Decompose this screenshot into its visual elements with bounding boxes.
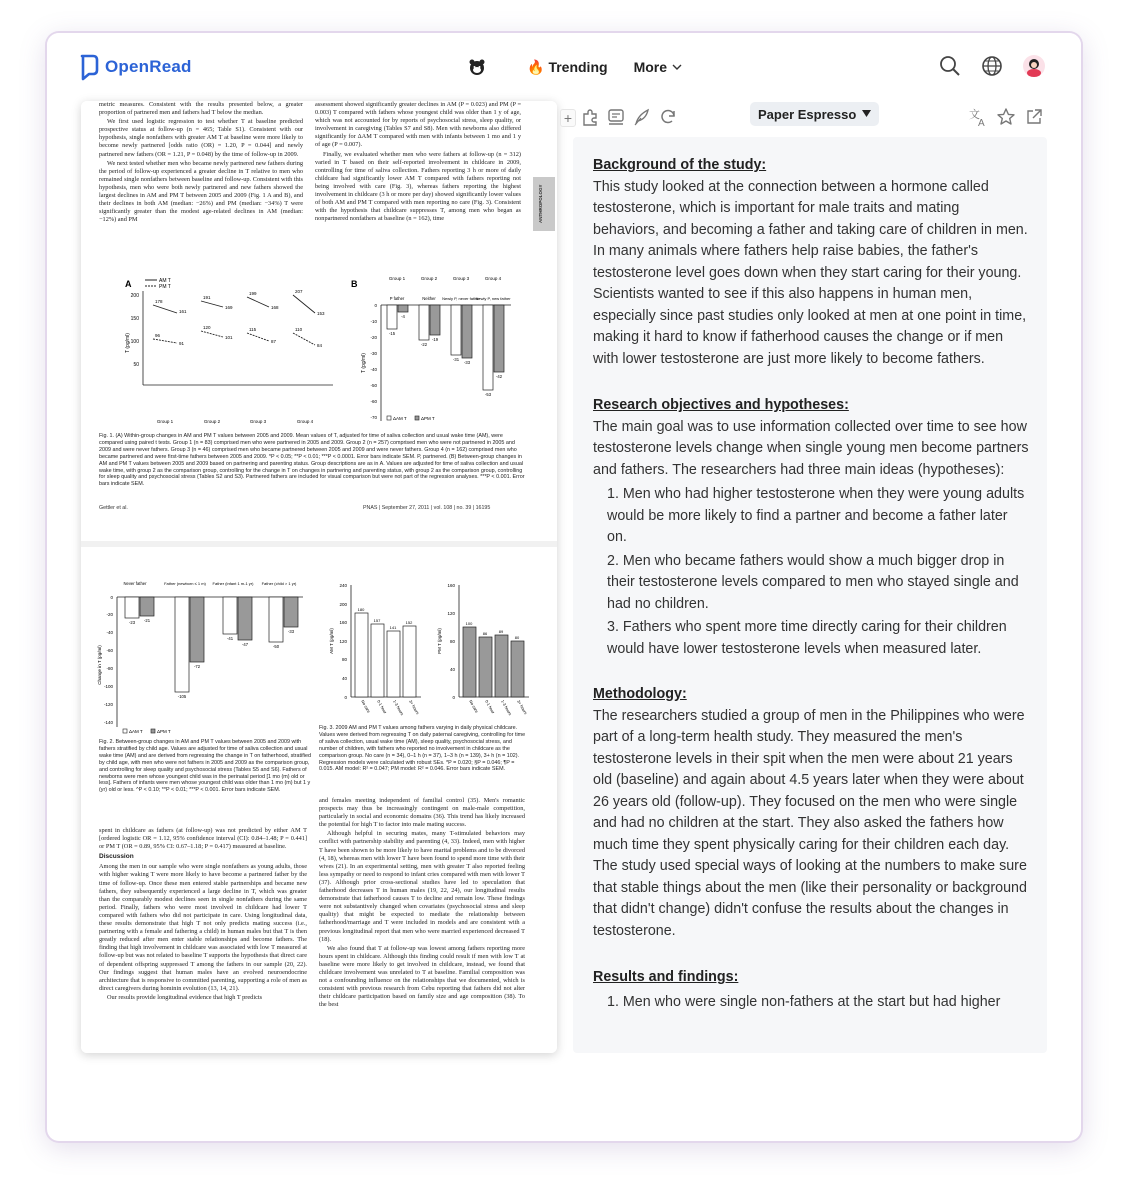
openread-logo-icon	[79, 53, 99, 81]
fig1-a-tick: 100	[130, 339, 139, 345]
fig1-a-value: 199	[249, 291, 257, 296]
fig3-x-label: 0-1 hour	[376, 699, 388, 715]
fig1-b-status-label: Newly P, new father	[475, 296, 511, 301]
fig1-b-bar-am	[387, 305, 397, 329]
fig1-b-tick: -20	[370, 335, 377, 340]
fig1-b-bar-pm	[430, 305, 440, 335]
fig3-am-bar	[355, 613, 368, 697]
section-title-background: Background of the study:	[593, 157, 767, 173]
fig2-bar-pm	[238, 597, 252, 640]
list-item: 1. Men who had higher testosterone when they were young adults would be more likely to find a partner and become a father later on.	[607, 486, 1025, 545]
fig1-a-value: 168	[271, 305, 279, 310]
fig2-value: -72	[193, 664, 201, 669]
refresh-button[interactable]	[656, 105, 680, 129]
fig1-panel-b-label: B	[351, 279, 358, 289]
expand-button[interactable]: +	[560, 109, 576, 127]
fig2-value: -41	[226, 636, 234, 641]
fig3-am-tick: 0	[344, 695, 347, 700]
fig1-b-tick: -30	[370, 351, 377, 356]
fig1-legend-pm: PM T	[159, 284, 171, 290]
fig2-bar-pm	[140, 597, 154, 616]
fig1-b-bar-am	[451, 305, 461, 355]
section-text-methodology: The researchers studied a group of men in the Philippines who were part of a long-term health study. They measured the men's testosterone levels in their spit when the men were about 21 years old (baseline) and again about 4.5 years later when they were about 26 years old (follow-up). They focused on the men who were single and had no children at the start. They also asked the fathers how much time they spent physically caring for their children each day. The study used special ways of looking at the numbers to make sure that stable things about the men (like their personality or background that didn't change) didn't confuse the results about the changes in testosterone.	[593, 707, 1027, 939]
fig3-pm-value: 89	[498, 629, 504, 634]
fig1-b-value: -42	[495, 374, 503, 379]
section-title-methodology: Methodology:	[593, 686, 687, 702]
page-footer-journal: PNAS | September 27, 2011 | vol. 108 | no. 39 | 16195	[363, 505, 491, 511]
svg-text:文: 文	[969, 108, 980, 121]
fig1-a-value: 115	[249, 327, 257, 332]
fig1-b-bar-pm	[398, 305, 408, 312]
anthropology-tab-label: ANTHROPOLOGY	[538, 184, 543, 223]
figure-3-caption: Fig. 3. 2009 AM and PM T values among fathers varying in daily physical childcare. Values were derived from regressing T on daily paternal caregiving, controlling for time of saliva collection, usual wake time (AM), sleep quality, psychosocial stress, and number of children, with fathers who reported no involvement in childcare as the comparison group. No care (n = 34), 0–1 h (n = 37), 1–3 h (n = 139), 3+ h (n = 102). Regression models were calculated with robust SEs. *P = 0.020; §P = 0.046; ¶P = 0.015. AM model: R² = 0.047; PM model: R² = 0.046. Error bars indicate SEM.	[319, 725, 526, 773]
fig1-b-tick: 0	[374, 303, 377, 308]
fig1-b-group-label: Group 2	[420, 276, 438, 281]
fig1-a-line	[247, 333, 269, 341]
fig2-header: Father (child > 1 yr)	[261, 581, 297, 586]
section-text-background: This study looked at the connection between a hormone called testosterone, which is important for male traits and mating behaviors, and becoming a father and taking care of children in men. In many animals where fathers help raise babies, the father's testosterone level goes down when they start caring for their young. Scientists wanted to see if this also happens in human men, especially since past studies only looked at men at one point in time, making it hard to know if fatherhood causes the change or if men with lower testosterone are just more likely to become fathers.	[593, 178, 1028, 367]
fig3-pm-ylabel: PM T (pg/ml)	[437, 628, 442, 654]
pdf-paragraph: Among the men in our sample who were single nonfathers as young adults, those with higher waking T were more likely to have become a partnered father by the time of follow-up. Once these men entered stable partnerships and became new fathers, they subsequently experienced a large decline in T, which was greater than the comparably modest declines seen in single nonfathers during the same period. Finally, fathers who were most involved in childcare had lower T compared with fathers who did not participate in care. Using longitudinal data, these results demonstrate that high T not only predicts mating success (i.e., partnering with a female and fathering a child) in human males but that T is then greatly reduced after men enter stable relationships and become fathers. The finding that high involvement in childcare was associated with low T measured at follow-up but was not related to baseline T supports the hypothesis that direct care of dependent offspring suppressed T among the fathers in our sample (20, 22). Our findings suggest that human males have an evolved neuroendocrine architecture that is responsive to committed parenting, supporting a role of men as direct caregivers during hominin evolution (13, 14, 21).	[99, 863, 307, 992]
pdf-paragraph: Although helpful in securing mates, many T-stimulated behaviors may conflict with partnership stability and parenting (4, 33). Indeed, men with higher T have been shown to be more likely to have marital problems and to be divorced (4, 18), whereas men with lower T have been found to spend more time with their wives (21). In an experimental setting, men with greater T also reported feeling less sympathy or need to respond to infant cries compared with men with lower T (37). Although prior cross-sectional studies have led to speculation that fatherhood decreases T in human males (19, 22, 24), our longitudinal results demonstrate that fatherhood causes T to decline and remain low. These findings were not substantively changed when covariates (psychosocial stress and sleep quality) that might be expected to mediate the relationship between fatherhood/marriage and T were included in models and are consistent with a previous longitudinal report that men who were married experienced decreased T (18).	[319, 830, 525, 943]
fig3-am-value: 180	[357, 607, 365, 612]
fig3-am-tick: 120	[339, 639, 347, 644]
fig3-am-bar	[371, 624, 384, 697]
fig1-b-ylabel: T (pg/ml)	[361, 353, 367, 373]
fig1-b-value: -15	[388, 331, 396, 336]
fig3-pm-tick: 120	[447, 611, 455, 616]
translate-icon	[967, 106, 989, 128]
fig2-value: -105	[177, 694, 187, 699]
fig2-tick: -40	[106, 630, 113, 635]
fig3-pm-bar	[511, 641, 524, 697]
fig1-b-bar-am	[419, 305, 429, 340]
fig2-bar-am	[223, 597, 237, 634]
fig3-pm-value: 86	[482, 631, 488, 636]
fig3-x-label: No care	[360, 699, 372, 714]
hypotheses-list	[593, 484, 1029, 660]
fig1-a-value: 96	[155, 333, 161, 338]
plugin-button[interactable]	[578, 105, 602, 129]
results-list	[593, 992, 1029, 1014]
top-actions	[937, 53, 1047, 79]
fig1-a-line	[201, 301, 223, 307]
fig2-bar-pm	[284, 597, 298, 627]
summary-mode-value: Paper Espresso	[758, 106, 857, 122]
fig2-tick: -20	[106, 612, 113, 617]
page-footer-author: Gettler et al.	[99, 505, 128, 511]
fig2-legend-pm: ΔPM T	[157, 729, 171, 734]
page2-column-right	[319, 797, 525, 1010]
fig1-a-line	[293, 333, 315, 345]
figure-3	[321, 577, 545, 727]
fig3-pm-bar	[479, 637, 492, 697]
fig1-b-status-label: Newly P, never father	[442, 296, 480, 301]
logo[interactable]	[79, 53, 192, 81]
fig1-b-bar-am	[483, 305, 493, 390]
notes-button[interactable]	[604, 105, 628, 129]
top-bar	[47, 33, 1081, 101]
fig3-am-tick: 80	[341, 657, 347, 662]
summary-mode-select[interactable]	[750, 102, 879, 126]
search-button[interactable]	[937, 53, 963, 79]
open-external-button[interactable]	[1022, 105, 1046, 129]
fig3-pm-tick: 40	[449, 667, 455, 672]
fig3-pm-value: 80	[514, 635, 520, 640]
app-name: OpenRead	[105, 57, 192, 76]
fig2-legend-am: ΔAM T	[129, 729, 143, 734]
fig1-b-value: -4	[401, 314, 405, 319]
fig2-legend-pm-swatch	[151, 729, 155, 733]
fig2-value: -47	[241, 642, 249, 647]
fig1-a-value: 120	[203, 325, 211, 330]
mascot-face-icon	[467, 57, 487, 77]
fig1-a-value: 153	[317, 311, 325, 316]
fig1-a-group-label: Group 2	[203, 419, 221, 424]
fig3-am-value: 141	[389, 625, 397, 630]
fig1-legend-am: AM T	[159, 278, 171, 284]
pdf-page-2	[81, 541, 557, 1053]
list-item: 2. Men who became fathers would show a much bigger drop in their testosterone levels compared to men who stayed single and had no children.	[607, 552, 1019, 612]
fig2-bar-am	[175, 597, 189, 692]
quill-icon	[632, 107, 652, 127]
fig1-a-value: 178	[155, 299, 163, 304]
language-button[interactable]	[979, 53, 1005, 79]
section-title-objectives: Research objectives and hypotheses:	[593, 397, 849, 413]
discussion-heading: Discussion	[99, 853, 134, 861]
fig2-value: -33	[287, 629, 295, 634]
fig2-tick: -100	[103, 684, 113, 689]
app-window	[47, 33, 1081, 1141]
fig2-bar-pm	[190, 597, 204, 662]
pdf-paragraph: Our results provide longitudinal evidence that high T predicts	[107, 993, 263, 1001]
fig1-b-value: -53	[484, 392, 492, 397]
fig1-b-group-label: Group 3	[452, 276, 470, 281]
fig3-pm-tick: 0	[452, 695, 455, 700]
fig1-b-status-label: P father	[389, 296, 405, 301]
fig3-am-bar	[387, 631, 400, 697]
list-item: 1. Men who were single non-fathers at the start but had higher	[607, 993, 1001, 1010]
fig1-b-bar-pm	[462, 305, 472, 358]
section-title-results: Results and findings:	[593, 969, 739, 985]
fig3-x-label: No care	[468, 699, 480, 714]
fig2-header: Father (infant 1 m-1 yr)	[212, 581, 254, 586]
mascot-icon[interactable]	[467, 57, 487, 77]
fig1-b-value: -31	[452, 357, 460, 362]
svg-text:A: A	[978, 118, 985, 128]
fig1-a-value: 169	[225, 305, 233, 310]
figure-1	[95, 271, 547, 431]
fig1-a-line	[153, 339, 177, 343]
fig1-b-status-label: Neither	[422, 296, 436, 301]
fig3-am-tick: 40	[341, 676, 347, 681]
pdf-paragraph: spent in childcare as fathers (at follow-up) was not predicted by either AM T [ordered logistic OR = 1.12, 95% confidence interval (CI): 0.84–1.48; P = 0.441] or PM T (OR = 0.89, 95% CI: 0.67–1.18; P = 0.417) measured at baseline.	[99, 827, 307, 851]
pdf-paragraph: assessment showed significantly greater declines in AM (P = 0.023) and PM (P = 0.003) T compared with fathers whose youngest child was older than 1 y of age, which was not accounted for by reports of psychosocial stress, sleep quality, or involvement in caregiving (Tables S7 and S8). Men with newborns also differed significantly for ΔAM T compared with men with infants between 1 mo and 1 y of age (P = 0.007).	[315, 101, 521, 149]
fig3-pm-bar	[463, 627, 476, 697]
star-icon	[996, 107, 1016, 127]
pdf-paragraph: We next tested whether men who became newly partnered new fathers during the period of follow-up experienced a greater decline in T relative to men who remained single nonfathers between baseline and follow-up. Consistent with this hypothesis, men who were both newly partnered and new fathers showed the largest declines in AM and PM T between 2005 and 2009 (Fig. 1 A and B), and their declines in both AM (median: −26%) and PM (median: −34%) T were significantly greater than the modest age-related declines in AM (median: −12%) and PM	[99, 159, 303, 224]
fig1-a-tick: 200	[130, 293, 139, 299]
page1-column-right	[315, 101, 521, 224]
figure-1-caption: Fig. 1. (A) Within-group changes in AM and PM T values between 2005 and 2009. Mean values of T, adjusted for time of saliva collection and usual wake time (AM), were compared using paired t tests. Group 1 (n = 83) comprised men who were partnered in 2005 and 2009. Group 2 (n = 257) comprised men who were not partnered in 2005 and 2009 and were never fathers. Group 3 (n = 46) comprised men who became partnered between 2005 and 2009 and were never fathers. Group 4 (n = 162) comprised men who became partnered and were first-time fathers between 2005 and 2009. *P < 0.05; **P < 0.01; ***P < 0.0001. Error bars indicate SEM. P, partnered. (B) Between-group changes in AM and PM T values between 2005 and 2009 based on partnering and parenting status. Group descriptions are as in A. Values are adjusted for time of saliva collection and usual wake time, with group 2 as the comparison group, controlling for the change in T on changes in partnering and parenting status, with group 2 as the comparison group, controlling for sleep quality and psychosocial stress (Tables S2 and S3). Partnered fathers are included for visual comparison but were not part of the regression analyses. ***P < 0.001. Error bars indicate SEM.	[99, 433, 525, 488]
fig3-x-label: 1-3 hours	[500, 699, 513, 717]
highlight-button[interactable]	[630, 105, 654, 129]
list-item: 3. Fathers who spent more time directly caring for their children would have lower testosterone levels when measured later.	[607, 619, 1007, 657]
nav-trending-label: Trending	[548, 59, 608, 75]
fig3-x-label: 3+ hours	[408, 699, 421, 716]
fig1-a-value: 161	[179, 309, 187, 314]
external-link-icon	[1024, 107, 1044, 127]
fig3-am-bar	[403, 626, 416, 697]
fig2-legend-am-swatch	[123, 729, 127, 733]
puzzle-icon	[580, 107, 600, 127]
fig1-a-value: 84	[317, 343, 323, 348]
fig1-b-value: -19	[431, 337, 439, 342]
pdf-page-1	[81, 101, 557, 533]
fig1-b-bar-pm	[494, 305, 504, 372]
caret-down-icon	[862, 110, 871, 118]
fig1-a-group-label: Group 3	[249, 419, 267, 424]
fig2-ylabel: Change in T (pg/ml)	[97, 645, 102, 685]
summary-panel[interactable]	[573, 137, 1047, 1053]
fig3-x-label: 0-1 hour	[484, 699, 496, 715]
figure-2	[93, 577, 313, 737]
fig1-a-value: 207	[295, 289, 303, 294]
fig1-b-value: -33	[463, 360, 471, 365]
fig1-b-tick: -50	[370, 383, 377, 388]
avatar-icon	[1022, 54, 1046, 78]
pdf-viewer[interactable]	[81, 101, 557, 1053]
fig3-am-ylabel: AM T (pg/ml)	[329, 628, 334, 654]
fig1-a-value: 87	[271, 339, 277, 344]
fig3-am-tick: 240	[339, 583, 347, 588]
fig1-a-tick: 150	[130, 316, 139, 322]
favorite-button[interactable]	[994, 105, 1018, 129]
pdf-paragraph: Finally, we evaluated whether men who were fathers at follow-up (n = 312) varied in T based on their self-reported involvement in childcare in 2009, controlling for time of saliva collection. Fathers reporting 3 h or more of daily childcare had significantly lower AM T compared with fathers reporting not being involved with care (Fig. 3), whereas fathers reporting the highest involvement in childcare (3 h or more per day) showed significantly lower values of both AM and PM T compared with men reporting no care (Fig. 3). Consistent with the hypothesis that childcare suppresses T, among men who began as nonpartnered nonfathers at baseline (n = 162), time	[315, 150, 521, 223]
section-text-objectives: The main goal was to use information collected over time to see how testosterone levels change when single young men become partners and fathers. The researchers had three main ideas (hypotheses):	[593, 418, 1029, 478]
fig1-a-tick: 50	[133, 362, 139, 368]
nav-more[interactable]	[634, 59, 683, 75]
fig1-b-tick: -70	[370, 415, 377, 420]
nav-more-label: More	[633, 59, 668, 75]
fig3-pm-tick: 80	[449, 639, 455, 644]
fig1-panel-a-label: A	[125, 279, 132, 289]
pdf-paragraph: We also found that T at follow-up was lowest among fathers reporting more hours spent in childcare. Although this finding could result if men with low T at baseline were more likely to get involved in childcare, instead, we found that childcare involvement was unrelated to T at baseline. Familial composition was not a confounding influence on the relationships that we documented, which is consistent with previous research from Cebu reporting that fathers did not alter their childcare participation based on family size and age composition (38). To the best	[319, 944, 525, 1009]
fig3-am-tick: 200	[339, 602, 347, 607]
fig2-value: -50	[272, 644, 280, 649]
fig1-a-value: 191	[203, 295, 211, 300]
nav-trending[interactable]	[527, 59, 608, 76]
translate-button[interactable]	[966, 105, 990, 129]
summary-content	[593, 155, 1029, 1037]
fig1-b-tick: -10	[370, 319, 377, 324]
fig1-a-group-label: Group 4	[296, 419, 314, 424]
fig2-tick: -140	[103, 720, 113, 725]
fig2-value: -21	[143, 618, 151, 623]
pdf-paragraph: We first used logistic regression to test whether T at baseline predicted prospective status at follow-up (n = 465; Table S1). Consistent with our hypothesis, single nonfathers with greater AM T at baseline were more likely to become newly partnered [odds ratio (OR) = 1.20, P = 0.044] and newly partnered new fathers (OR = 1.21, P = 0.048) by the time of follow-up in 2009.	[99, 118, 303, 158]
fig1-a-value: 91	[179, 341, 185, 346]
notes-icon	[606, 107, 626, 127]
fig2-header: Never father	[123, 581, 147, 586]
fig2-tick: -120	[103, 702, 113, 707]
fig1-b-tick: -60	[370, 399, 377, 404]
fig1-a-line	[153, 305, 177, 313]
fig1-a-group-label: Group 1	[156, 419, 174, 424]
fire-icon: 🔥	[527, 58, 545, 75]
fig2-tick: -80	[106, 666, 113, 671]
page2-column-left	[99, 827, 307, 1003]
fig3-pm-value: 100	[465, 621, 473, 626]
pdf-paragraph: and females meeting independent of familial control (35). Men's romantic prospects may thus be increasingly contingent on male-male competition, particularly in social and economic domains (36). This trend has likely increased the potential for high T to factor into male mating success.	[319, 797, 525, 829]
fig2-bar-am	[125, 597, 139, 618]
fig1-b-group-label: Group 4	[484, 276, 502, 281]
fig1-a-ylabel: T (pg/ml)	[125, 333, 131, 353]
globe-icon	[981, 55, 1003, 77]
anthropology-tab	[533, 177, 555, 231]
fig1-a-line	[201, 331, 223, 337]
search-icon	[939, 55, 961, 77]
fig2-value: -23	[128, 620, 136, 625]
refresh-icon	[658, 107, 678, 127]
fig3-x-label: 3+ hours	[516, 699, 529, 716]
figure-2-caption: Fig. 2. Between-group changes in AM and PM T values between 2005 and 2009 with fathers stratified by child age. Values are adjusted for time of saliva collection and usual wake time (AM) and are derived from regressing the change in T on fatherhood, stratified by child age, with men who were not fathers in 2005 and 2009 as the comparison group, and controlling for sleep quality and psychosocial stress (Tables S5 and S6). Fathers of newborns were men whose youngest child was in the perinatal period [1 mo (m) old or less]. Fathers of infants were men whose youngest child was older than 1 mo (m) but 1 y (yr) old or less. ^P < 0.10; **P < 0.01; ***P < 0.001. Error bars indicate SEM.	[99, 739, 311, 794]
fig1-b-legend-pm: ΔPM T	[421, 416, 435, 421]
fig2-tick: 0	[110, 595, 113, 600]
fig1-a-line	[293, 295, 315, 313]
fig3-am-value: 157	[373, 618, 381, 623]
reader-toolbar	[558, 101, 1081, 141]
top-nav	[467, 57, 683, 77]
fig1-b-tick: -40	[370, 367, 377, 372]
user-avatar[interactable]	[1021, 53, 1047, 79]
fig2-bar-am	[269, 597, 283, 642]
fig1-b-value: -22	[420, 342, 428, 347]
fig1-b-legend-pm-swatch	[415, 416, 419, 420]
fig3-pm-bar	[495, 635, 508, 697]
fig3-pm-tick: 160	[447, 583, 455, 588]
fig1-a-value: 110	[295, 327, 303, 332]
fig1-a-line	[247, 297, 269, 307]
fig1-b-group-label: Group 1	[388, 276, 406, 281]
fig2-header: Father (newborn ≤ 1 m)	[164, 581, 206, 586]
fig1-b-legend-am: ΔAM T	[393, 416, 407, 421]
fig1-b-legend-am-swatch	[387, 416, 391, 420]
pdf-paragraph: metric measures. Consistent with the results presented below, a greater proportion of partnered men and fathers had T below the median.	[99, 101, 303, 117]
page1-column-left	[99, 101, 303, 225]
fig3-x-label: 1-3 hours	[392, 699, 405, 717]
fig1-a-value: 101	[225, 335, 233, 340]
fig2-tick: -60	[106, 648, 113, 653]
chevron-down-icon	[671, 61, 683, 73]
fig3-am-value: 152	[405, 620, 413, 625]
fig3-am-tick: 160	[339, 620, 347, 625]
